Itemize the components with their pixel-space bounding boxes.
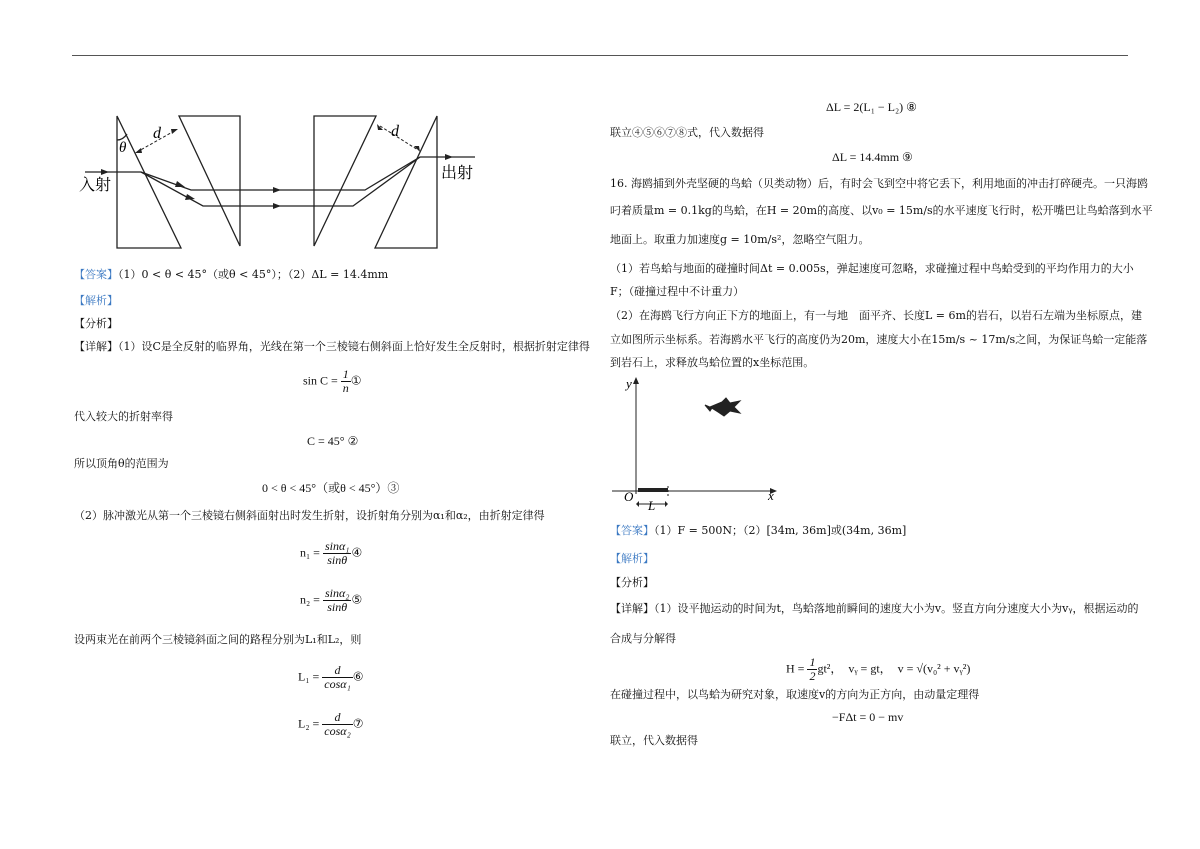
- y-axis-label: y: [626, 376, 632, 391]
- last-line: 联立，代入数据得: [610, 734, 698, 747]
- out-label: 出射: [441, 165, 474, 182]
- combine-text: 联立④⑤⑥⑦⑧式，代入数据得: [610, 126, 764, 139]
- theta-label: θ: [119, 140, 127, 156]
- answer-text: （1）0 < θ < 45°（或θ < 45°）；（2）ΔL = 14.4mm: [118, 268, 389, 281]
- equation-9: ΔL = 14.4mm ⑨: [832, 150, 913, 164]
- equation-3: 0 < θ < 45°（或θ < 45°）③: [262, 481, 400, 495]
- d-label-right: d: [391, 123, 399, 140]
- answer-line-left: [74, 268, 388, 282]
- equation-2: C = 45° ②: [307, 434, 359, 448]
- analysis-tag: 【解析】: [74, 294, 118, 307]
- answer-text-right: （1）F = 500N；（2）[34m, 36m]或(34m, 36m]: [654, 524, 907, 537]
- detail-text: 【详解】（1）设C是全反射的临界角，光线在第一个三棱镜右侧斜面上恰好发生全反射时，根据折射定律得: [74, 340, 590, 353]
- x-axis-label: x: [768, 488, 774, 503]
- equation-8: ΔL = 2(L₁ − L₂) ⑧: [826, 100, 917, 114]
- rock: [638, 488, 668, 492]
- detail-line-1: 【详解】（1）设平抛运动的时间为t，鸟蛤落地前瞬间的速度大小为v。竖直方向分速度大小为vᵧ，根据运动的: [610, 602, 1139, 615]
- analysis-tag-right: 【解析】: [610, 552, 654, 565]
- equation-6: L₁ = $\frac{d}{\text{cosα₁}}$ ⑥: [298, 663, 364, 691]
- q16-part2-line-1: （2）在海鸥飞行方向正下方的地面上，有一与地 面平齐、长度L = 6m的岩石，以岩石左端为坐标原点，建: [610, 309, 1142, 322]
- prism-1: [117, 116, 181, 248]
- length-label: L: [648, 498, 656, 513]
- answer-line-right: [610, 524, 906, 538]
- coordinate-diagram: [606, 374, 796, 514]
- header-rule: [72, 55, 1128, 56]
- fenxi-tag-right: 【分析】: [610, 576, 654, 589]
- in-label: 入射: [79, 177, 112, 194]
- equation-7: L₂ = $\frac{d}{\text{cosα₂}}$ ⑦: [298, 710, 364, 738]
- q16-line-2: 叼着质量m = 0.1kg的鸟蛤，在H = 20m的高度、以v₀ = 15m/s的水平速度飞行时，松开嘴巴让鸟蛤落到水平: [610, 204, 1153, 217]
- answer-tag-right: 【答案】: [610, 524, 654, 537]
- equation-4: n₁ = $\frac{\text{sinα₁}}{\sin\theta}$ ④: [300, 539, 363, 567]
- detail-line-2: 合成与分解得: [610, 632, 676, 645]
- origin-label: O: [624, 489, 634, 504]
- range-line: 所以顶角θ的范围为: [74, 457, 169, 470]
- substitute-line: 代入较大的折射率得: [74, 410, 173, 423]
- equation-5: n₂ = $\frac{\text{sinα₂}}{\sin\theta}$ ⑤: [300, 586, 363, 614]
- collision-text: 在碰撞过程中，以鸟蛤为研究对象，取速度v的方向为正方向，由动量定理得: [610, 688, 980, 701]
- equation-1: sin C = $\frac{1}{n}$ ①: [303, 367, 362, 395]
- prism-3: [314, 116, 376, 246]
- answer-tag: 【答案】: [74, 268, 118, 281]
- prism-4: [375, 116, 437, 248]
- d-label-left: d: [153, 125, 161, 142]
- q16-part1-line-2: F；（碰撞过程中不计重力）: [610, 285, 745, 298]
- equation-momentum: −FΔt = 0 − mv: [832, 710, 904, 724]
- seagull-icon: [705, 398, 740, 416]
- q16-part1-line-1: （1）若鸟蛤与地面的碰撞时间Δt = 0.005s，弹起速度可忽略，求碰撞过程中鸟蛤受到的平均作用力的大小: [610, 262, 1134, 275]
- part2-text: （2）脉冲激光从第一个三棱镜右侧斜面射出时发生折射，设折射角分别为α₁和α₂，由折射定律得: [74, 509, 545, 522]
- prism-diagram: [75, 108, 485, 253]
- equation-h: H = $\frac{1}{2}$ gt²， vᵧ = gt， v = √(v₀² + vᵧ²): [786, 655, 971, 683]
- q16-part2-line-2: 立如图所示坐标系。若海鸥水平飞行的高度仍为20m，速度大小在15m/s ~ 17m/s之间，为保证鸟蛤一定能落: [610, 333, 1148, 346]
- q16-line-1: 16. 海鸥捕到外壳坚硬的鸟蛤（贝类动物）后，有时会飞到空中将它丢下，利用地面的冲击打碎硬壳。一只海鸥: [610, 177, 1148, 190]
- q16-line-3: 地面上。取重力加速度g = 10m/s²，忽略空气阻力。: [610, 233, 870, 246]
- fenxi-tag: 【分析】: [74, 317, 118, 330]
- paths-text: 设两束光在前两个三棱镜斜面之间的路程分别为L₁和L₂，则: [74, 633, 362, 646]
- q16-part2-line-3: 到岩石上，求释放鸟蛤位置的x坐标范围。: [610, 356, 815, 369]
- prism-2: [179, 116, 240, 246]
